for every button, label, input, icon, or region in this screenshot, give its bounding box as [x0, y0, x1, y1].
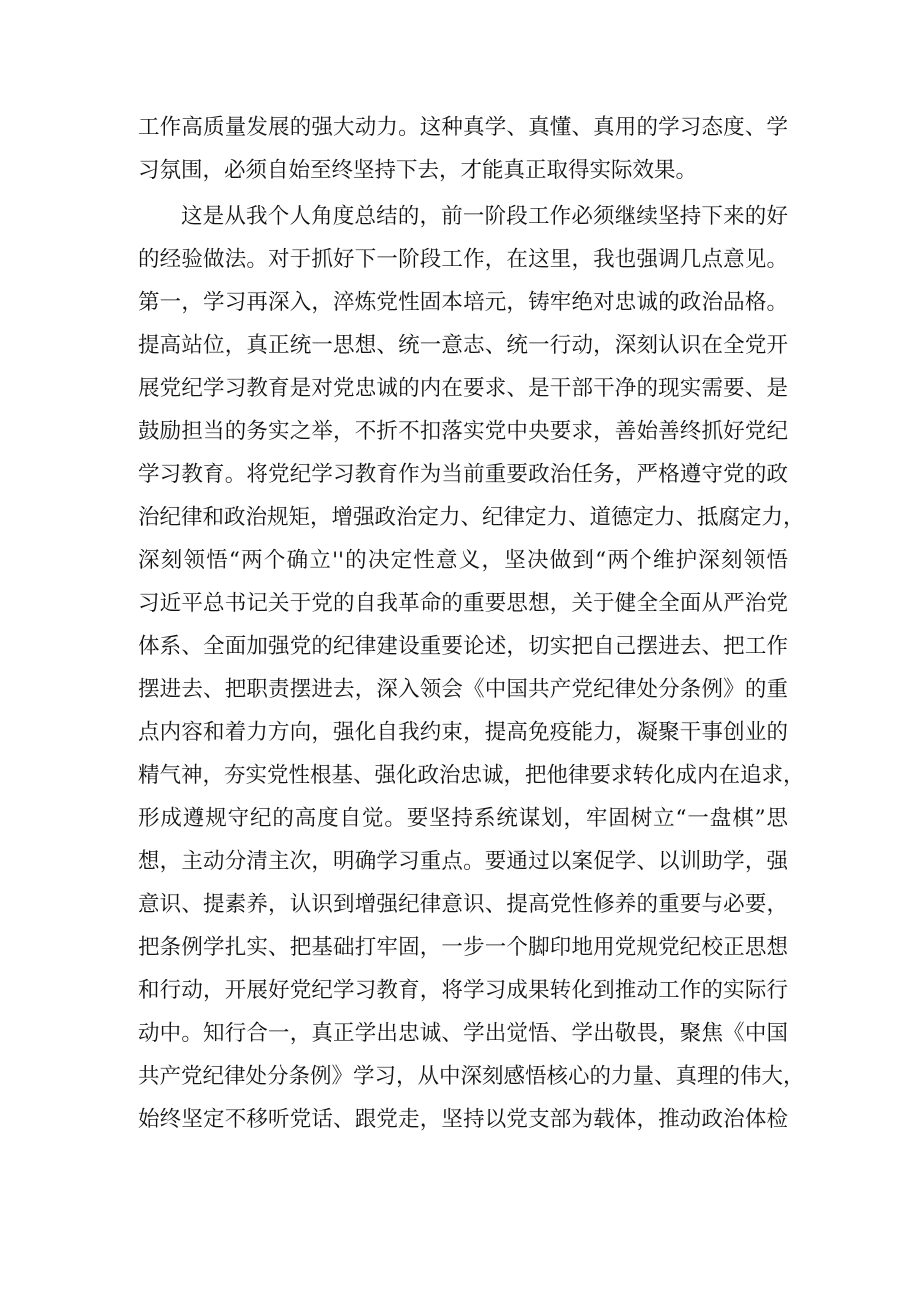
paragraph-line: 这是从我个人角度总结的，前一阶段工作必须继续坚持下来的好 — [181, 204, 788, 229]
paragraph-line: 习近平总书记关于党的自我革命的重要思想，关于健全全面从严治党 — [138, 591, 788, 616]
paragraph-line: 的经验做法。对于抓好下一阶段工作，在这里，我也强调几点意见。 — [138, 247, 788, 272]
paragraph-line: 始终坚定不移听党话、跟党走，坚持以党支部为载体，推动政治体检 — [138, 1107, 788, 1132]
paragraph-line: 把条例学扎实、把基础打牢固，一步一个脚印地用党规党纪校正思想 — [138, 935, 788, 960]
paragraph-line: 和行动，开展好党纪学习教育，将学习成果转化到推动工作的实际行 — [138, 978, 788, 1003]
paragraph-line: 第一，学习再深入，淬炼党性固本培元，铸牢绝对忠诚的政治品格。 — [138, 290, 788, 315]
paragraph-line: 学习教育。将党纪学习教育作为当前重要政治任务，严格遵守党的政 — [138, 462, 788, 487]
paragraph-line: 鼓励担当的务实之举，不折不扣落实党中央要求，善始善终抓好党纪 — [138, 419, 788, 444]
paragraph-line: 点内容和着力方向，强化自我约束，提高免疫能力，凝聚干事创业的 — [138, 720, 788, 745]
paragraph-line: 深刻领悟“两个确立''的决定性意义，坚决做到“两个维护深刻领悟 — [138, 548, 788, 573]
paragraph-line: 想，主动分清主次，明确学习重点。要通过以案促学、以训助学，强 — [138, 849, 788, 874]
paragraph-line: 提高站位，真正统一思想、统一意志、统一行动，深刻认识在全党开 — [138, 333, 788, 358]
paragraph-line: 展党纪学习教育是对党忠诚的内在要求、是干部干净的现实需要、是 — [138, 376, 788, 401]
paragraph-2 — [138, 195, 805, 1141]
paragraph-line: 共产党纪律处分条例》学习，从中深刻感悟核心的力量、真理的伟大， — [138, 1064, 805, 1089]
paragraph-1 — [138, 106, 788, 192]
paragraph-line: 精气神，夯实党性根基、强化政治忠诚，把他律要求转化成内在追求， — [138, 763, 805, 788]
paragraph-line: 体系、全面加强党的纪律建设重要论述，切实把自己摆进去、把工作 — [138, 634, 788, 659]
paragraph-line: 摆进去、把职责摆进去，深入领会《中国共产党纪律处分条例》的重 — [138, 677, 788, 702]
paragraph-line: 工作高质量发展的强大动力。这种真学、真懂、真用的学习态度、学 — [138, 115, 788, 140]
paragraph-line: 习氛围，必须自始至终坚持下去，才能真正取得实际效果。 — [138, 158, 698, 183]
paragraph-line: 治纪律和政治规矩，增强政治定力、纪律定力、道德定力、抵腐定力， — [138, 505, 805, 530]
paragraph-line: 形成遵规守纪的高度自觉。要坚持系统谋划，牢固树立“一盘棋”思 — [138, 806, 788, 831]
paragraph-line: 意识、提素养，认识到增强纪律意识、提高党性修养的重要与必要， — [138, 892, 788, 917]
paragraph-line: 动中。知行合一，真正学出忠诚、学出觉悟、学出敬畏，聚焦《中国 — [138, 1021, 788, 1046]
